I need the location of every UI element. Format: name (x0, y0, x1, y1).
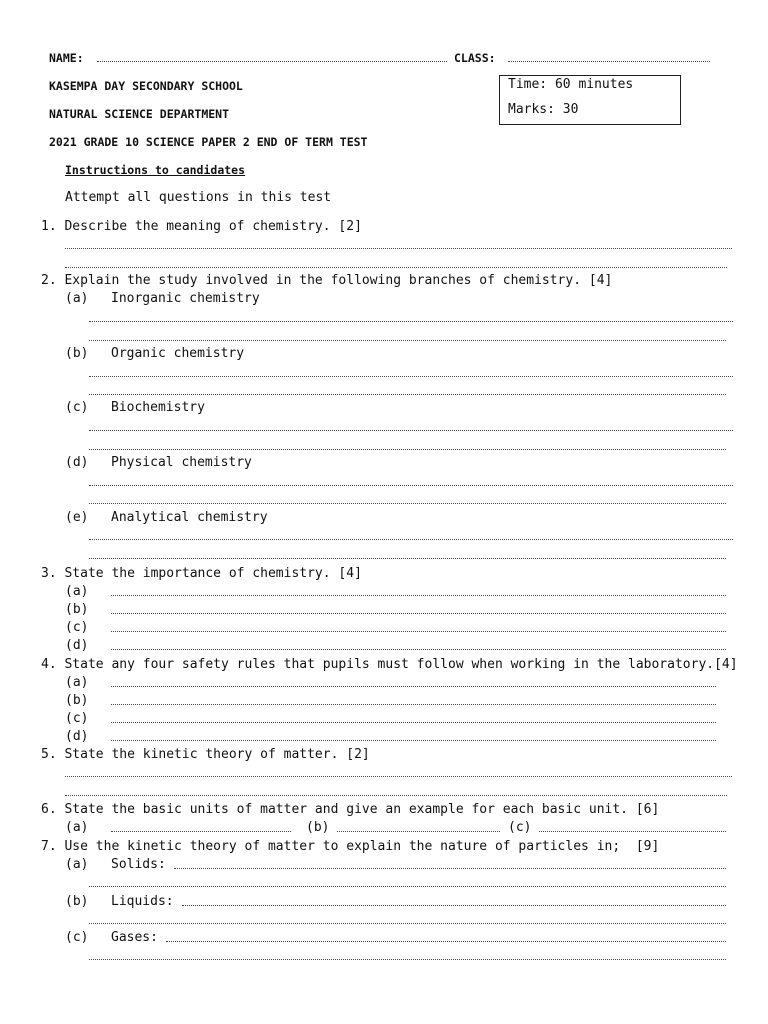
test-title: 2021 GRADE 10 SCIENCE PAPER 2 END OF TERM TEST (49, 135, 368, 149)
question-4: 4. State any four safety rules that pupils must follow when working in the laboratory.[4] (41, 657, 738, 672)
part-label: Gases: (111, 930, 158, 945)
question-5: 5. State the kinetic theory of matter. [2] (41, 747, 370, 762)
answer-line[interactable] (89, 340, 726, 341)
part-letter: (d) (65, 729, 89, 744)
answer-line[interactable] (111, 686, 716, 687)
question-7: 7. Use the kinetic theory of matter to explain the nature of particles in; [9] (41, 839, 660, 854)
answer-line[interactable] (539, 831, 726, 832)
answer-line[interactable] (65, 267, 727, 268)
part-letter: (a) (65, 675, 89, 690)
part-letter: (a) (65, 291, 89, 306)
question-3: 3. State the importance of chemistry. [4] (41, 566, 362, 581)
name-line[interactable] (97, 61, 447, 62)
part-letter: (d) (65, 638, 89, 653)
part-letter: (c) (65, 930, 89, 945)
answer-line[interactable] (89, 923, 726, 924)
class-line[interactable] (508, 61, 710, 62)
question-2: 2. Explain the study involved in the following branches of chemistry. [4] (41, 273, 613, 288)
answer-line[interactable] (89, 394, 726, 395)
part-letter: (d) (65, 455, 89, 470)
part-label: Solids: (111, 857, 166, 872)
answer-line[interactable] (65, 248, 732, 249)
instructions-heading: Instructions to candidates (65, 163, 246, 177)
instructions-text: Attempt all questions in this test (65, 190, 332, 205)
school-name: KASEMPA DAY SECONDARY SCHOOL (49, 79, 243, 93)
answer-line[interactable] (89, 321, 733, 322)
answer-line[interactable] (89, 376, 733, 377)
question-1: 1. Describe the meaning of chemistry. [2] (41, 219, 362, 234)
part-letter: (a) (65, 584, 89, 599)
answer-line[interactable] (89, 539, 733, 540)
answer-line[interactable] (174, 868, 726, 869)
part-letter: (a) (65, 820, 89, 835)
part-letter: (b) (65, 346, 89, 361)
answer-line[interactable] (111, 631, 726, 632)
answer-line[interactable] (111, 649, 726, 650)
part-letter: (c) (65, 711, 89, 726)
answer-line[interactable] (89, 485, 733, 486)
time-text: Time: 60 minutes (508, 77, 634, 92)
answer-line[interactable] (166, 941, 726, 942)
answer-line[interactable] (111, 595, 726, 596)
part-label: Biochemistry (111, 400, 205, 415)
answer-line[interactable] (111, 722, 716, 723)
answer-line[interactable] (89, 430, 733, 431)
answer-line[interactable] (111, 831, 291, 832)
class-label: CLASS: (454, 51, 496, 65)
marks-text: Marks: 30 (508, 102, 579, 117)
answer-line[interactable] (111, 740, 716, 741)
question-6: 6. State the basic units of matter and give an example for each basic unit. [6] (41, 802, 660, 817)
part-letter: (c) (508, 820, 532, 835)
part-label: Inorganic chemistry (111, 291, 260, 306)
answer-line[interactable] (111, 613, 726, 614)
part-label: Liquids: (111, 894, 174, 909)
answer-line[interactable] (65, 795, 727, 796)
answer-line[interactable] (89, 558, 726, 559)
name-label: NAME: (49, 51, 84, 65)
answer-line[interactable] (89, 449, 726, 450)
part-letter: (c) (65, 400, 89, 415)
answer-line[interactable] (89, 959, 726, 960)
part-letter: (b) (65, 602, 89, 617)
part-letter: (b) (65, 894, 89, 909)
department-name: NATURAL SCIENCE DEPARTMENT (49, 107, 230, 121)
part-label: Physical chemistry (111, 455, 252, 470)
part-label: Analytical chemistry (111, 510, 268, 525)
answer-line[interactable] (182, 905, 726, 906)
part-label: Organic chemistry (111, 346, 245, 361)
part-letter: (e) (65, 510, 89, 525)
part-letter: (b) (306, 820, 330, 835)
part-letter: (a) (65, 857, 89, 872)
answer-line[interactable] (89, 886, 726, 887)
part-letter: (c) (65, 620, 89, 635)
answer-line[interactable] (111, 704, 716, 705)
answer-line[interactable] (89, 503, 726, 504)
part-letter: (b) (65, 693, 89, 708)
answer-line[interactable] (337, 831, 500, 832)
answer-line[interactable] (65, 776, 732, 777)
